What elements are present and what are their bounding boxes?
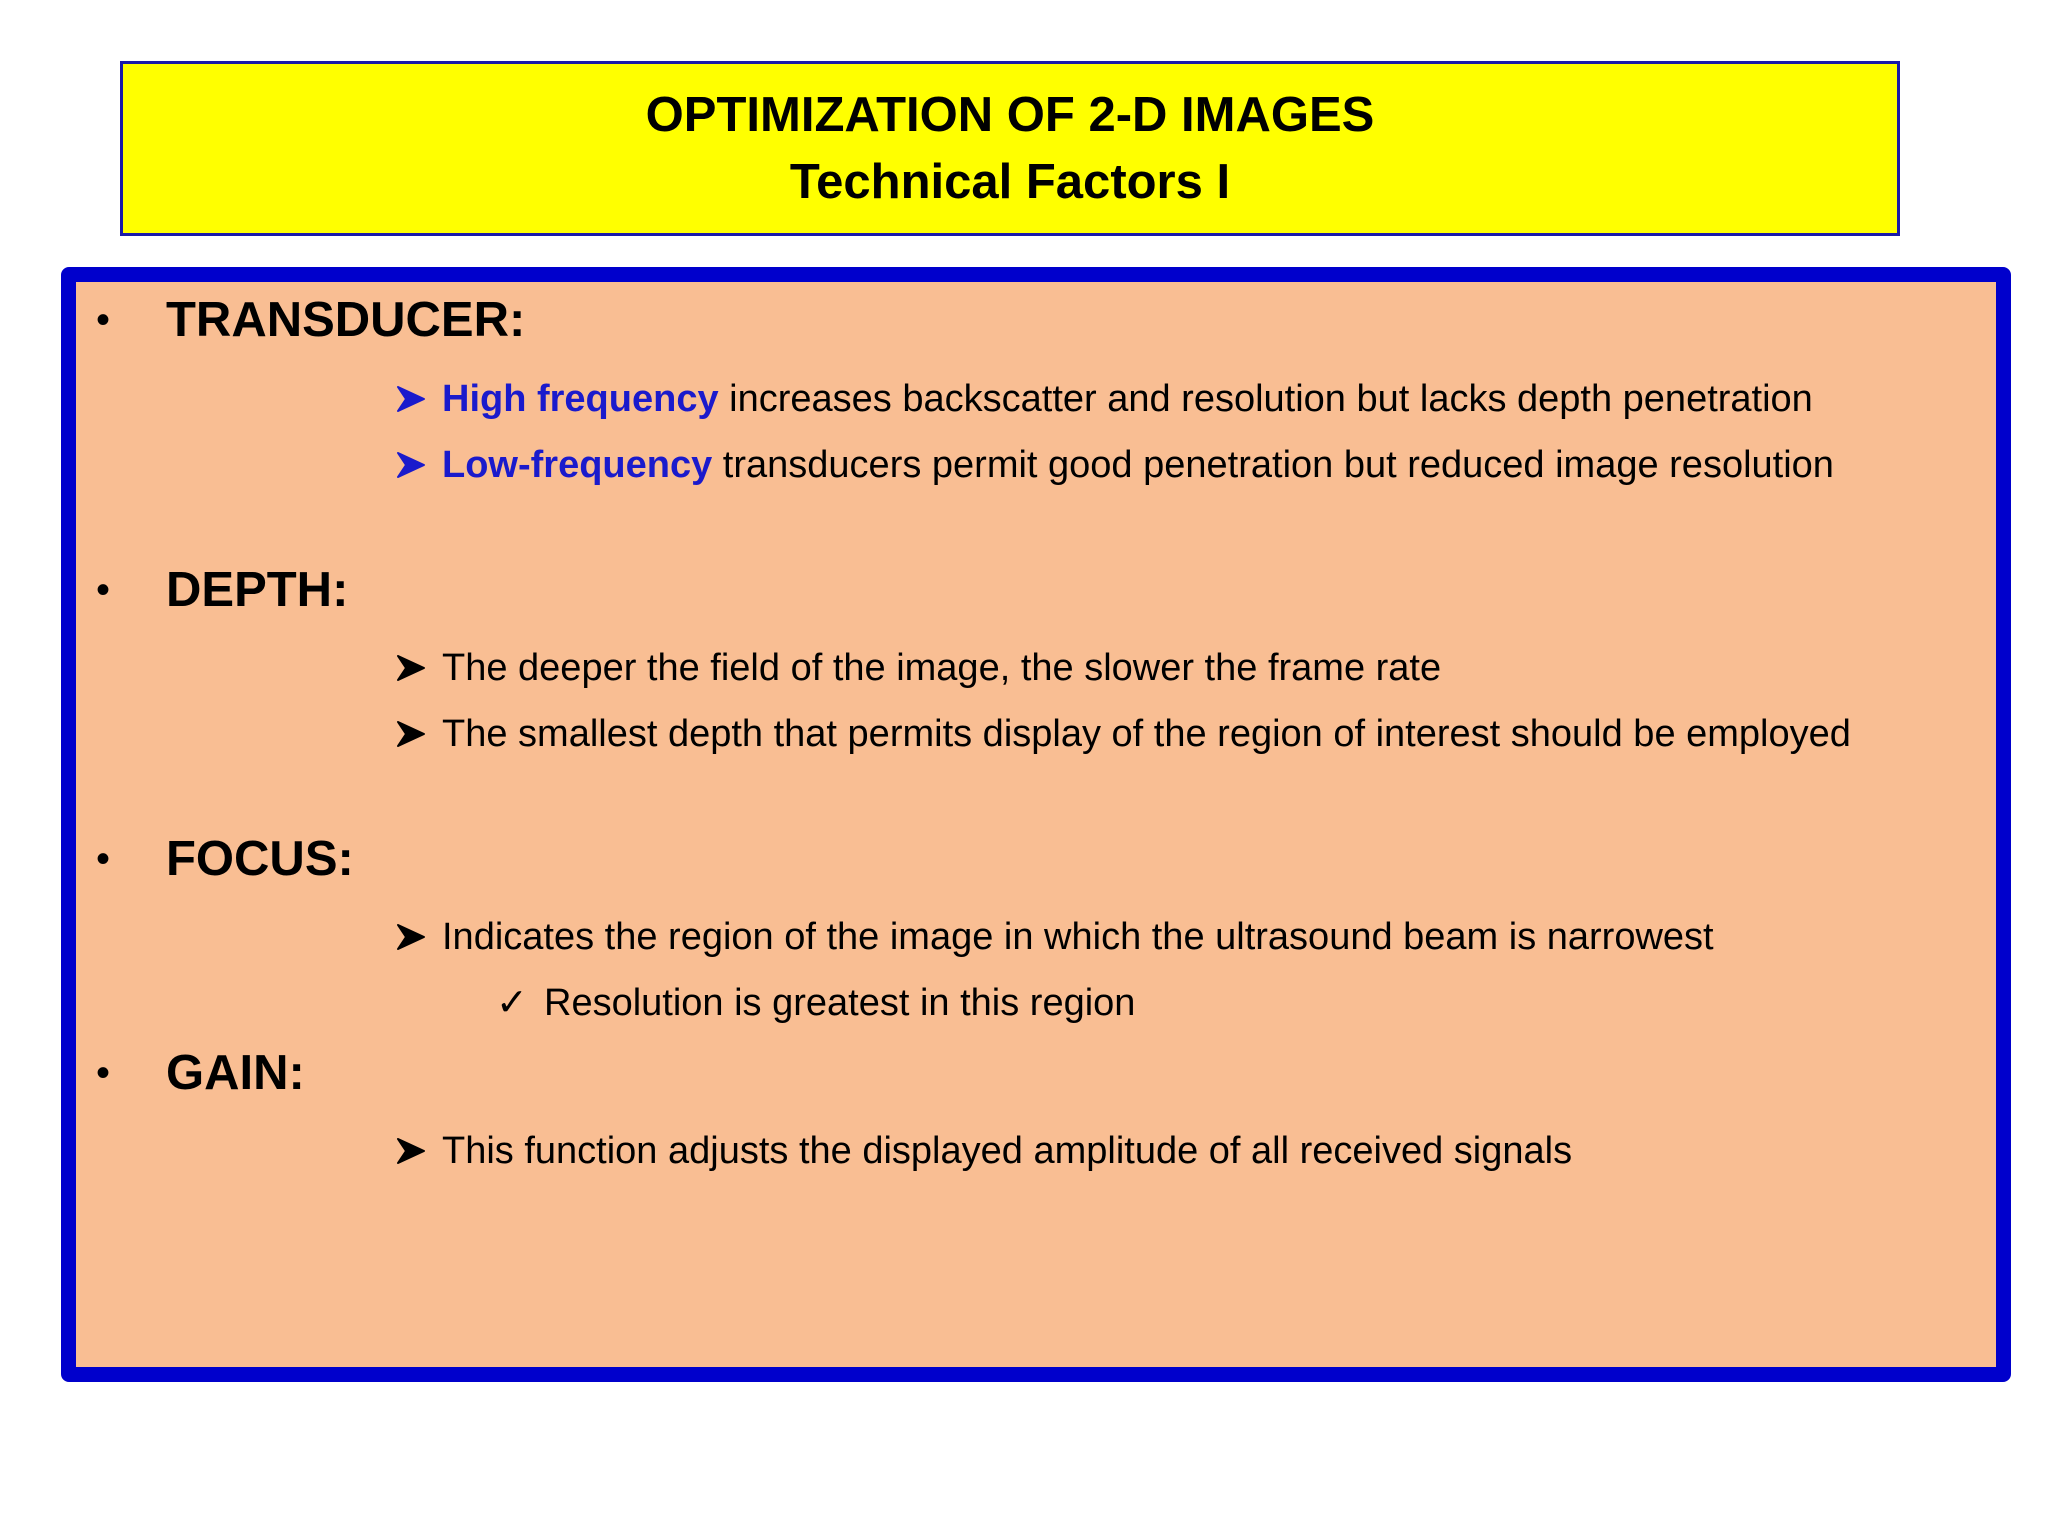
title-line-2: Technical Factors I	[789, 154, 1231, 209]
list-item-text: This function adjusts the displayed amplitude of all received signals	[442, 1130, 1573, 1172]
checkmark-icon: ✓	[496, 982, 528, 1024]
check-item	[496, 976, 1135, 1030]
highlight-term: Low-frequency	[442, 444, 713, 486]
item-body: transducers permit good penetration but reduced image resolution	[712, 444, 1834, 486]
arrow-bullet-icon	[396, 438, 432, 492]
bullet-dot-icon: •	[95, 1050, 110, 1095]
bullet-dot-icon: •	[95, 836, 110, 881]
list-item-text: Indicates the region of the image in which the ultrasound beam is narrowest	[442, 916, 1714, 958]
bullet-dot-icon: •	[95, 297, 110, 342]
list-item-text	[442, 372, 1972, 426]
arrow-bullet-icon	[396, 372, 432, 426]
arrow-bullet-icon	[396, 707, 432, 761]
bullet-dot-icon: •	[95, 567, 110, 612]
arrow-bullet-icon	[396, 910, 432, 964]
list-item-text: The deeper the field of the image, the slower the frame rate	[442, 647, 1442, 689]
list-item-text: The smallest depth that permits display of the region of interest should be employed	[442, 713, 1851, 755]
section-heading-label: DEPTH:	[166, 563, 349, 617]
check-item-text: Resolution is greatest in this region	[544, 982, 1136, 1024]
arrow-bullet-icon	[396, 641, 432, 695]
section-heading-label: TRANSDUCER:	[166, 293, 526, 347]
item-body: increases backscatter and resolution but lacks depth penetration	[718, 378, 1813, 420]
list-item-text	[442, 438, 1972, 492]
section-heading-label: GAIN:	[166, 1046, 305, 1100]
arrow-bullet-icon	[396, 1124, 432, 1178]
title-line-1: OPTIMIZATION OF 2-D IMAGES	[645, 87, 1375, 142]
highlight-term: High frequency	[442, 378, 719, 420]
section-heading-label: FOCUS:	[166, 832, 354, 886]
content-panel	[61, 267, 2011, 1382]
title-banner	[120, 61, 1900, 236]
